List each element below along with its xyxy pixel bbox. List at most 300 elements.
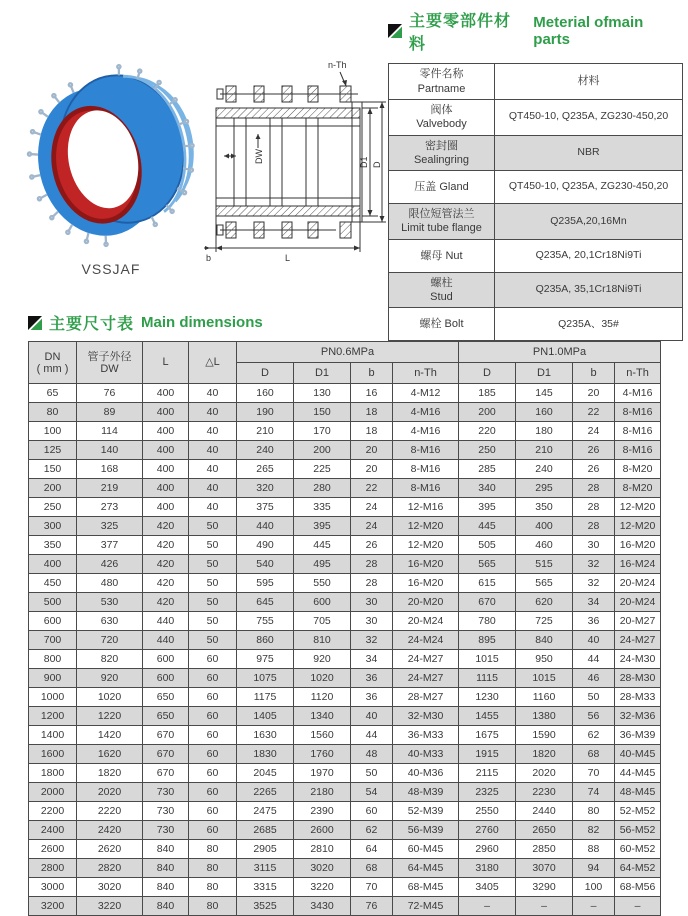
dimension-cell: 1220 [77, 707, 143, 726]
dimension-cell: 48-M39 [393, 783, 459, 802]
section-marker-icon [388, 24, 402, 38]
dimension-row [29, 802, 661, 821]
drawing-label-d1: D1 [359, 156, 369, 168]
col-header-l: L [143, 342, 189, 384]
dimension-cell: 24-M30 [615, 650, 661, 669]
dimension-cell: 52-M52 [615, 802, 661, 821]
dimension-cell: 70 [351, 878, 393, 897]
dimension-cell: 56-M39 [393, 821, 459, 840]
dimension-cell: 34 [351, 650, 393, 669]
dimension-cell: 12-M16 [393, 498, 459, 517]
materials-title-en: Meterial ofmain parts [533, 14, 644, 48]
dimension-cell: 1760 [294, 745, 351, 764]
dimension-cell: 8-M16 [615, 403, 661, 422]
group-header-pn10: PN1.0MPa [459, 342, 661, 363]
sub-header: D1 [516, 363, 573, 384]
material-header: 材料 [495, 64, 683, 100]
dimension-row [29, 631, 661, 650]
sub-header: b [573, 363, 615, 384]
dimension-cell: 89 [77, 403, 143, 422]
dimension-cell: 30 [351, 593, 393, 612]
dimension-cell: 36-M39 [615, 726, 661, 745]
dimension-cell: 2600 [294, 821, 351, 840]
dimension-cell: 56-M52 [615, 821, 661, 840]
dimension-cell: 1915 [459, 745, 516, 764]
dimension-cell: 32 [573, 574, 615, 593]
dimension-cell: 420 [143, 574, 189, 593]
dimension-cell: 48 [351, 745, 393, 764]
dimension-cell: 2600 [29, 840, 77, 859]
dimension-cell: 64-M52 [615, 859, 661, 878]
dimension-cell: 60 [189, 802, 237, 821]
dimension-cell: 190 [237, 403, 294, 422]
dimension-cell: 68-M45 [393, 878, 459, 897]
dimension-cell: 40 [189, 403, 237, 422]
dimension-cell: 40 [189, 460, 237, 479]
dimension-cell: 2390 [294, 802, 351, 821]
dimension-cell: 60-M45 [393, 840, 459, 859]
dimension-cell: 32 [573, 555, 615, 574]
dimension-row [29, 707, 661, 726]
dimension-row [29, 384, 661, 403]
dimensions-table [28, 341, 661, 916]
dimension-cell: 395 [294, 517, 351, 536]
dimension-cell: 426 [77, 555, 143, 574]
dimension-cell: 1200 [29, 707, 77, 726]
dimension-cell: 20-M24 [615, 593, 661, 612]
dimension-cell: 40 [573, 631, 615, 650]
dimension-cell: 920 [77, 669, 143, 688]
dimension-cell: 36 [351, 669, 393, 688]
dimension-cell: 810 [294, 631, 351, 650]
technical-drawing [186, 56, 386, 268]
dimension-cell: 3000 [29, 878, 77, 897]
dimension-cell: 1970 [294, 764, 351, 783]
dimension-cell: 650 [143, 688, 189, 707]
dimension-cell: 44-M45 [615, 764, 661, 783]
dimension-cell: 450 [29, 574, 77, 593]
dimension-cell: 4-M16 [393, 403, 459, 422]
dimension-cell: 840 [143, 859, 189, 878]
dimension-cell: 840 [143, 897, 189, 916]
dimension-cell: 340 [459, 479, 516, 498]
sub-header: n-Th [615, 363, 661, 384]
dimension-row [29, 897, 661, 916]
part-name-header: 零件名称 Partname [389, 64, 495, 100]
dimension-cell: 210 [516, 441, 573, 460]
dimension-cell: 34 [573, 593, 615, 612]
dimension-cell: 445 [294, 536, 351, 555]
product-photo-block [30, 58, 192, 277]
dimension-cell: 1590 [516, 726, 573, 745]
dimension-cell: 400 [143, 460, 189, 479]
dimension-cell: 2400 [29, 821, 77, 840]
dimension-row [29, 422, 661, 441]
dimension-cell: 615 [459, 574, 516, 593]
part-name-cell: 螺母 Nut [389, 239, 495, 272]
dimension-cell: 900 [29, 669, 77, 688]
dimension-cell: 1075 [237, 669, 294, 688]
dimension-cell: 820 [77, 650, 143, 669]
dimension-cell: 12-M20 [615, 498, 661, 517]
dimension-cell: 2180 [294, 783, 351, 802]
dimension-cell: 755 [237, 612, 294, 631]
drawing-label-l: L [285, 253, 291, 263]
dimension-cell: 24 [351, 517, 393, 536]
dimension-cell: 54 [351, 783, 393, 802]
dimension-cell: 32 [351, 631, 393, 650]
dimension-cell: 420 [143, 593, 189, 612]
dimension-cell: 320 [237, 479, 294, 498]
dimension-cell: 219 [77, 479, 143, 498]
dimension-cell: 130 [294, 384, 351, 403]
dimension-cell: 185 [459, 384, 516, 403]
part-name-cell: 限位短管法兰 Limit tube flange [389, 204, 495, 240]
dimension-cell: 670 [143, 764, 189, 783]
dimension-cell: 4-M16 [615, 384, 661, 403]
dimension-cell: 8-M16 [615, 422, 661, 441]
dimension-cell: 8-M16 [393, 479, 459, 498]
dimension-cell: 600 [294, 593, 351, 612]
dimension-cell: 200 [29, 479, 77, 498]
dimension-cell: 56 [573, 707, 615, 726]
dimension-cell: 50 [189, 574, 237, 593]
dimension-cell: 480 [77, 574, 143, 593]
dimension-row [29, 593, 661, 612]
dimension-cell: 2230 [516, 783, 573, 802]
dimension-cell: 46 [573, 669, 615, 688]
material-cell: Q235A, 35,1Cr18Ni9Ti [495, 272, 683, 308]
dimension-cell: 2960 [459, 840, 516, 859]
dimension-row [29, 783, 661, 802]
dimension-cell: 895 [459, 631, 516, 650]
dimension-cell: 500 [29, 593, 77, 612]
dimension-cell: 22 [573, 403, 615, 422]
dimension-row [29, 574, 661, 593]
dimension-cell: 150 [294, 403, 351, 422]
dimension-cell: 168 [77, 460, 143, 479]
material-cell: Q235A,20,16Mn [495, 204, 683, 240]
dimension-cell: 18 [351, 403, 393, 422]
dimension-cell: 400 [143, 384, 189, 403]
dimension-cell: 40-M45 [615, 745, 661, 764]
dimension-row [29, 403, 661, 422]
dimension-cell: 24 [573, 422, 615, 441]
materials-table [388, 63, 683, 341]
dimension-cell: 52-M39 [393, 802, 459, 821]
materials-title-zh: 主要零部件材料 [409, 13, 512, 53]
dimension-cell: 1340 [294, 707, 351, 726]
material-cell: QT450-10, Q235A, ZG230-450,20 [495, 100, 683, 136]
dimension-cell: 48-M45 [615, 783, 661, 802]
dimension-cell: 8-M16 [393, 460, 459, 479]
dimensions-title-en: Main dimensions [141, 314, 263, 331]
dimension-cell: 32-M36 [615, 707, 661, 726]
dimension-cell: 28 [351, 555, 393, 574]
material-row [389, 171, 683, 204]
dimension-cell: – [573, 897, 615, 916]
dimension-cell: 44 [573, 650, 615, 669]
dimension-cell: 600 [29, 612, 77, 631]
dimension-row [29, 764, 661, 783]
dimension-cell: 1600 [29, 745, 77, 764]
dimension-cell: 80 [189, 840, 237, 859]
dimension-cell: 440 [143, 612, 189, 631]
dimension-cell: 40-M33 [393, 745, 459, 764]
dimension-cell: 40-M36 [393, 764, 459, 783]
dimension-cell: 114 [77, 422, 143, 441]
dimension-cell: 630 [77, 612, 143, 631]
dimension-cell: 64-M45 [393, 859, 459, 878]
dimension-cell: 80 [189, 859, 237, 878]
dimension-cell: – [459, 897, 516, 916]
dimension-cell: 400 [143, 498, 189, 517]
dimension-cell: 70 [573, 764, 615, 783]
dimension-cell: 64 [351, 840, 393, 859]
material-cell: QT450-10, Q235A, ZG230-450,20 [495, 171, 683, 204]
dimensions-title-zh: 主要尺寸表 [49, 316, 135, 333]
dimension-cell: 3430 [294, 897, 351, 916]
dimension-cell: 2620 [77, 840, 143, 859]
dimension-cell: 36 [351, 688, 393, 707]
dimension-cell: 240 [516, 460, 573, 479]
dimension-cell: 2220 [77, 802, 143, 821]
col-header-dn: DN ( mm ) [29, 342, 77, 384]
dimension-cell: 350 [29, 536, 77, 555]
part-name-cell: 压盖 Gland [389, 171, 495, 204]
dimension-cell: 60 [189, 821, 237, 840]
dimension-cell: 28-M33 [615, 688, 661, 707]
dimension-cell: 2440 [516, 802, 573, 821]
dimension-cell: 4-M12 [393, 384, 459, 403]
dimension-cell: 2820 [77, 859, 143, 878]
dimension-cell: 30 [351, 612, 393, 631]
dimension-cell: 2475 [237, 802, 294, 821]
dimension-row [29, 669, 661, 688]
dimension-cell: 2685 [237, 821, 294, 840]
part-name-cell: 密封圈 Sealingring [389, 135, 495, 171]
dimension-cell: 30 [573, 536, 615, 555]
dimension-cell: 20-M20 [393, 593, 459, 612]
dimension-cell: 12-M20 [615, 517, 661, 536]
dimension-cell: 377 [77, 536, 143, 555]
dimension-cell: 1230 [459, 688, 516, 707]
dimension-cell: 730 [143, 802, 189, 821]
dimension-cell: 62 [573, 726, 615, 745]
dimension-row [29, 479, 661, 498]
col-header-dw: 管子外径 DW [77, 342, 143, 384]
dimension-row [29, 498, 661, 517]
dimension-cell: 1620 [77, 745, 143, 764]
dimension-cell: 65 [29, 384, 77, 403]
dimension-cell: 400 [143, 422, 189, 441]
dimension-cell: 670 [459, 593, 516, 612]
materials-section [388, 8, 682, 341]
dimension-cell: 68 [351, 859, 393, 878]
dimension-cell: 1560 [294, 726, 351, 745]
dimension-cell: 40 [189, 384, 237, 403]
dimension-cell: 2265 [237, 783, 294, 802]
dimension-cell: 565 [516, 574, 573, 593]
dimension-cell: 975 [237, 650, 294, 669]
dimension-cell: 22 [351, 479, 393, 498]
dimension-cell: 160 [237, 384, 294, 403]
dimension-cell: 20 [573, 384, 615, 403]
dimension-cell: 645 [237, 593, 294, 612]
dimension-cell: 3115 [237, 859, 294, 878]
sub-header: D [459, 363, 516, 384]
dimension-row [29, 840, 661, 859]
dimension-cell: 420 [143, 517, 189, 536]
dimension-cell: 16 [351, 384, 393, 403]
part-name-cell: 螺栓 Bolt [389, 308, 495, 341]
drawing-label-b: b [206, 253, 212, 263]
dimension-cell: 670 [143, 745, 189, 764]
dimension-cell: 8-M16 [615, 441, 661, 460]
dimension-cell: 540 [237, 555, 294, 574]
dimension-cell: 50 [189, 536, 237, 555]
dimension-cell: 250 [459, 441, 516, 460]
dimension-cell: 720 [77, 631, 143, 650]
dimension-cell: 225 [294, 460, 351, 479]
dimension-cell: 60 [189, 688, 237, 707]
sub-header: b [351, 363, 393, 384]
dimension-cell: 100 [573, 878, 615, 897]
dimension-cell: 40 [189, 441, 237, 460]
dimension-cell: 50 [189, 631, 237, 650]
dimension-cell: 550 [294, 574, 351, 593]
dimension-cell: 1160 [516, 688, 573, 707]
dimension-cell: 20 [351, 441, 393, 460]
dimension-cell: 50 [189, 517, 237, 536]
material-row [389, 100, 683, 136]
dimension-cell: 220 [459, 422, 516, 441]
dimension-cell: 76 [351, 897, 393, 916]
drawing-label-dw: DW [254, 149, 264, 164]
dimension-cell: 650 [143, 707, 189, 726]
dimension-cell: 76 [77, 384, 143, 403]
part-name-cell: 螺柱 Stud [389, 272, 495, 308]
dimension-cell: 200 [294, 441, 351, 460]
dimension-cell: 60 [189, 707, 237, 726]
dimension-cell: 920 [294, 650, 351, 669]
material-cell: NBR [495, 135, 683, 171]
dimension-cell: 1015 [459, 650, 516, 669]
dimension-cell: 3315 [237, 878, 294, 897]
materials-table-body [389, 100, 683, 341]
dimension-cell: 60 [351, 802, 393, 821]
dimension-cell: 280 [294, 479, 351, 498]
dimension-cell: 700 [29, 631, 77, 650]
dimension-cell: 400 [143, 479, 189, 498]
dimension-cell: 375 [237, 498, 294, 517]
dimension-cell: 16-M24 [615, 555, 661, 574]
dimension-cell: 600 [143, 669, 189, 688]
dimension-row [29, 650, 661, 669]
dimension-cell: 40 [189, 479, 237, 498]
dimension-cell: 80 [29, 403, 77, 422]
dimension-cell: 16-M20 [393, 555, 459, 574]
dimension-cell: 26 [351, 536, 393, 555]
dimension-cell: 860 [237, 631, 294, 650]
material-row [389, 204, 683, 240]
dimension-cell: 20 [351, 460, 393, 479]
sub-header: n-Th [393, 363, 459, 384]
dimension-cell: 273 [77, 498, 143, 517]
dimension-cell: 440 [237, 517, 294, 536]
dimension-cell: – [516, 897, 573, 916]
col-header-delta-l: △L [189, 342, 237, 384]
dimension-row [29, 441, 661, 460]
dimension-cell: 1420 [77, 726, 143, 745]
dimension-cell: 2000 [29, 783, 77, 802]
dimension-cell: 1015 [516, 669, 573, 688]
dimension-cell: 490 [237, 536, 294, 555]
dimension-cell: 2800 [29, 859, 77, 878]
dimension-cell: 1820 [516, 745, 573, 764]
dimension-cell: 730 [143, 783, 189, 802]
dimension-cell: 3525 [237, 897, 294, 916]
dimension-cell: 60 [189, 783, 237, 802]
dimension-cell: 1630 [237, 726, 294, 745]
dimension-cell: 200 [459, 403, 516, 422]
material-row [389, 135, 683, 171]
dimension-cell: 3070 [516, 859, 573, 878]
dimension-cell: 24-M27 [393, 650, 459, 669]
drawing-label-d: D [372, 161, 382, 168]
dimension-cell: 1000 [29, 688, 77, 707]
group-header-pn06: PN0.6MPa [237, 342, 459, 363]
dimension-cell: 2045 [237, 764, 294, 783]
dimension-cell: 600 [143, 650, 189, 669]
dimension-cell: 730 [143, 821, 189, 840]
dimension-cell: 1120 [294, 688, 351, 707]
dimension-cell: 400 [516, 517, 573, 536]
dimension-cell: 2550 [459, 802, 516, 821]
dimension-cell: 8-M16 [393, 441, 459, 460]
dimension-cell: 3220 [77, 897, 143, 916]
dimension-cell: 80 [573, 802, 615, 821]
dimension-cell: 170 [294, 422, 351, 441]
dimension-cell: 2115 [459, 764, 516, 783]
dimension-cell: 530 [77, 593, 143, 612]
dimension-cell: 780 [459, 612, 516, 631]
dimension-cell: 150 [29, 460, 77, 479]
dimension-cell: 40 [351, 707, 393, 726]
dimension-row [29, 859, 661, 878]
dimension-cell: 26 [573, 441, 615, 460]
dimension-cell: 1405 [237, 707, 294, 726]
dimension-cell: 20-M27 [615, 612, 661, 631]
part-name-cell: 阀体 Valvebody [389, 100, 495, 136]
dimension-cell: 300 [29, 517, 77, 536]
dimension-cell: 325 [77, 517, 143, 536]
dimension-cell: 28-M27 [393, 688, 459, 707]
dimension-cell: 800 [29, 650, 77, 669]
dimension-cell: 18 [351, 422, 393, 441]
dimension-cell: 36 [573, 612, 615, 631]
dimension-cell: 2020 [516, 764, 573, 783]
dimension-cell: 8-M20 [615, 479, 661, 498]
dimension-cell: 2020 [77, 783, 143, 802]
dimension-cell: 36-M33 [393, 726, 459, 745]
dimension-cell: 94 [573, 859, 615, 878]
dimension-cell: – [615, 897, 661, 916]
dimension-cell: 68-M56 [615, 878, 661, 897]
dimension-cell: 400 [143, 441, 189, 460]
dimension-cell: 125 [29, 441, 77, 460]
dimension-cell: 3180 [459, 859, 516, 878]
